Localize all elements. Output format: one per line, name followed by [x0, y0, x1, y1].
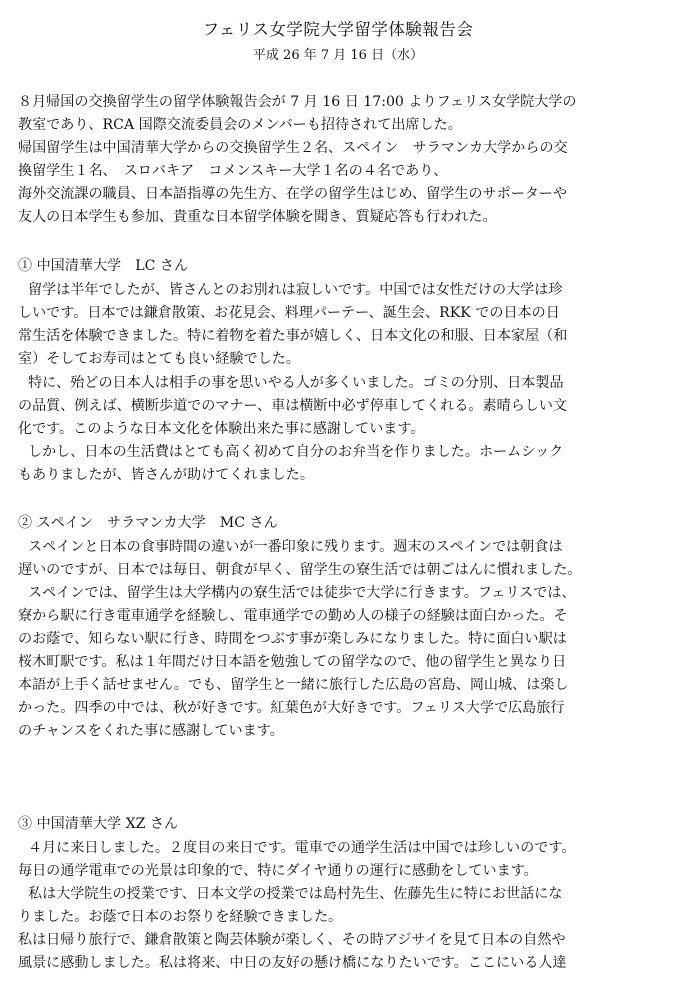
intro-line: ８月帰国の交換留学生の留学体験報告会が 7 月 16 日 17:00 よりフェリス女学院大学の: [18, 94, 577, 110]
intro-line: 友人の日本学生も参加、貴重な日本留学体験を聞き、質疑応答も行われた。: [18, 209, 497, 225]
section-line: 化です。このような日本文化を体験出来た事に感謝しています。: [18, 421, 425, 437]
section-line: の品質、例えば、横断歩道でのマナー、車は横断中必ず停車してくれる。素晴らしい文: [18, 398, 568, 414]
section-line: かった。四季の中では、秋が好きです。紅葉色が大好きです。フェリス大学で広島旅行: [18, 700, 565, 716]
section-line: 常生活を体験できました。特に着物を着た事が嬉しく、日本文化の和服、日本家屋（和: [18, 328, 568, 344]
section-line: 風景に感動しました。私は将来、中日の友好の懸け橋になりたいです。ここにいる人達: [18, 955, 567, 971]
section-line: 寮から駅に行き電車通学を経験し、電車通学での勤め人の様子の経験は面白かった。そ: [18, 608, 568, 624]
section-line: りました。お蔭で日本のお祭りを経験できました。: [18, 909, 343, 925]
section-heading: ① 中国清華大学 LC さん: [18, 258, 189, 274]
section-line: しかし、日本の生活費はとても高く初めて自分のお弁当を作りました。ホームシック: [28, 444, 564, 460]
section-line: 特に、殆どの日本人は相手の事を思いやる人が多くいました。ゴミの分別、日本製品: [28, 375, 564, 391]
section-line: のチャンスをくれた事に感謝しています。: [18, 723, 284, 739]
page-title: フェリス女学院大学留学体験報告会: [202, 20, 474, 39]
section-line: ４月に来日しました。２度目の来日です。電車での通学生活は中国では珍しいのです。: [28, 840, 576, 856]
section-line: 毎日の通学電車での光景は印象的で、特にダイヤ通りの運行に感動をしています。: [18, 863, 538, 879]
section-line: 留学は半年でしたが、皆さんとのお別れは寂しいです。中国では女性だけの大学は珍: [28, 282, 563, 298]
section-line: 私は日帰り旅行で、鎌倉散策と陶芸体験が楽しく、その時アジサイを見て日本の自然や: [18, 932, 566, 948]
section-heading: ② スペイン サラマンカ大学 MC さん: [18, 515, 278, 531]
section-line: のお蔭で、知らない駅に行き、時間をつぶす事が楽しみになりました。特に面白い駅は: [18, 631, 567, 647]
section-line: スペインでは、留学生は大学構内の寮生活では徒歩で大学に行きます。フェリスでは、: [28, 585, 576, 601]
section-heading: ③ 中国清華大学 XZ さん: [18, 816, 179, 832]
event-date: 平成 26 年 7 月 16 日（水）: [252, 48, 424, 63]
section-line: しいです。日本では鎌倉散策、お花見会、料理パーテー、誕生会、RKK での日本の日: [18, 305, 560, 321]
section-line: スペインと日本の食事時間の違いが一番印象に残ります。週末のスペインでは朝食は: [28, 539, 563, 555]
section-line: もありましたが、皆さんが助けてくれました。: [18, 467, 314, 483]
intro-line: 海外交流課の職員、日本語指導の先生方、在学の留学生はじめ、留学生のサポーターや: [18, 186, 568, 202]
section-line: 遅いのですが、日本では毎日、朝食が早く、留学生の寮生活では朝ごはんに慣れました。: [18, 562, 582, 578]
intro-line: 帰国留学生は中国清華大学からの交換留学生２名、スペイン サラマンカ大学からの交: [18, 140, 568, 156]
section-line: 本語が上手く話せません。でも、留学生と一緒に旅行した広島の宮島、岡山城、は楽し: [18, 677, 569, 693]
intro-line: 換留学生１名、 スロバキア コメンスキー大学１名の４名であり、: [18, 163, 448, 179]
intro-line: 教室であり、RCA 国際交流委員会のメンバーも招待されて出席した。: [18, 117, 462, 133]
section-line: 桜木町駅です。私は１年間だけ日本語を勉強しての留学なので、他の留学生と異なり日: [18, 654, 567, 670]
section-line: 私は大学院生の授業です、日本文学の授業では島村先生、佐藤先生に特にお世話にな: [28, 886, 563, 902]
section-line: 室）そしてお寿司はとても良い経験でした。: [18, 351, 300, 367]
